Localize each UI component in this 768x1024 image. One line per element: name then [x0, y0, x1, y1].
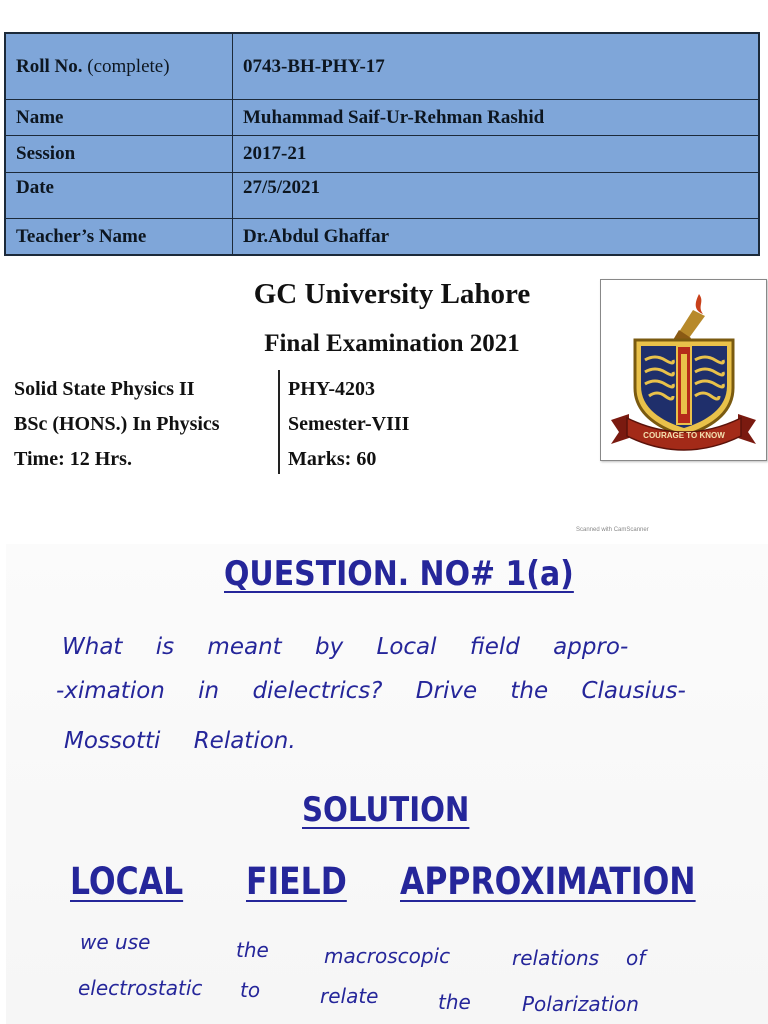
info-row-date	[5, 172, 759, 218]
course-name: Solid State Physics II	[14, 378, 195, 400]
info-value-name: Muhammad Saif-Ur-Rehman Rashid	[233, 100, 760, 136]
university-crest-logo	[600, 279, 767, 461]
section-heading-field: FIELD	[246, 860, 347, 903]
question-heading-part2: NO# 1(a)	[419, 554, 574, 594]
question-heading-part1: QUESTION.	[224, 554, 420, 594]
body-word: relate	[320, 984, 379, 1008]
body-word: Polarization	[522, 992, 639, 1016]
question-line-2: -ximation in dielectrics? Drive the Clausius-	[56, 678, 686, 704]
info-row-name	[5, 100, 759, 136]
info-value-roll: 0743-BH-PHY-17	[233, 33, 760, 100]
question-line-1: What is meant by Local field appro-	[62, 634, 629, 660]
university-title: GC University Lahore	[253, 278, 531, 310]
info-label-name: Name	[5, 100, 233, 136]
body-word: electrostatic	[78, 976, 203, 1000]
crest-icon	[601, 280, 766, 460]
info-row-teacher	[5, 219, 759, 255]
info-label-session: Session	[5, 136, 233, 172]
roll-label-suffix: (complete)	[87, 55, 170, 77]
marks: Marks: 60	[288, 448, 377, 470]
question-line-3: Mossotti Relation.	[64, 728, 296, 754]
body-word: we use	[80, 930, 151, 954]
course-divider	[278, 370, 280, 474]
info-label-date: Date	[5, 172, 233, 218]
course-info-right	[288, 372, 409, 477]
crest-motto-text: COURAGE TO KNOW	[643, 431, 725, 440]
semester: Semester-VIII	[288, 413, 410, 435]
degree-name: BSc (HONS.) In Physics	[14, 413, 220, 435]
course-code: PHY-4203	[288, 378, 376, 400]
section-heading-approximation: APPROXIMATION	[400, 860, 696, 903]
info-row-roll	[5, 33, 759, 100]
info-label-teacher: Teacher’s Name	[5, 219, 233, 255]
info-label-roll	[5, 33, 233, 100]
body-word: to	[240, 978, 261, 1002]
body-word: the	[438, 990, 471, 1014]
body-word: of	[626, 946, 646, 970]
info-value-date: 27/5/2021	[233, 172, 760, 218]
info-value-session: 2017-21	[233, 136, 760, 172]
info-value-teacher: Dr.Abdul Ghaffar	[233, 219, 760, 255]
course-info-left	[14, 372, 220, 477]
student-info-table	[4, 32, 760, 256]
exam-title: Final Examination 2021	[264, 330, 520, 357]
section-heading-local: LOCAL	[70, 860, 184, 903]
body-word: macroscopic	[324, 944, 451, 968]
body-word: the	[236, 938, 269, 962]
body-word: relations	[512, 946, 600, 970]
solution-heading: SOLUTION	[302, 790, 470, 830]
handwritten-answer-page	[6, 544, 768, 1024]
scanner-watermark: Scanned with CamScanner	[576, 527, 649, 533]
info-row-session	[5, 136, 759, 172]
question-heading	[224, 554, 574, 594]
roll-label: Roll No.	[16, 55, 83, 77]
exam-time: Time: 12 Hrs.	[14, 448, 132, 470]
